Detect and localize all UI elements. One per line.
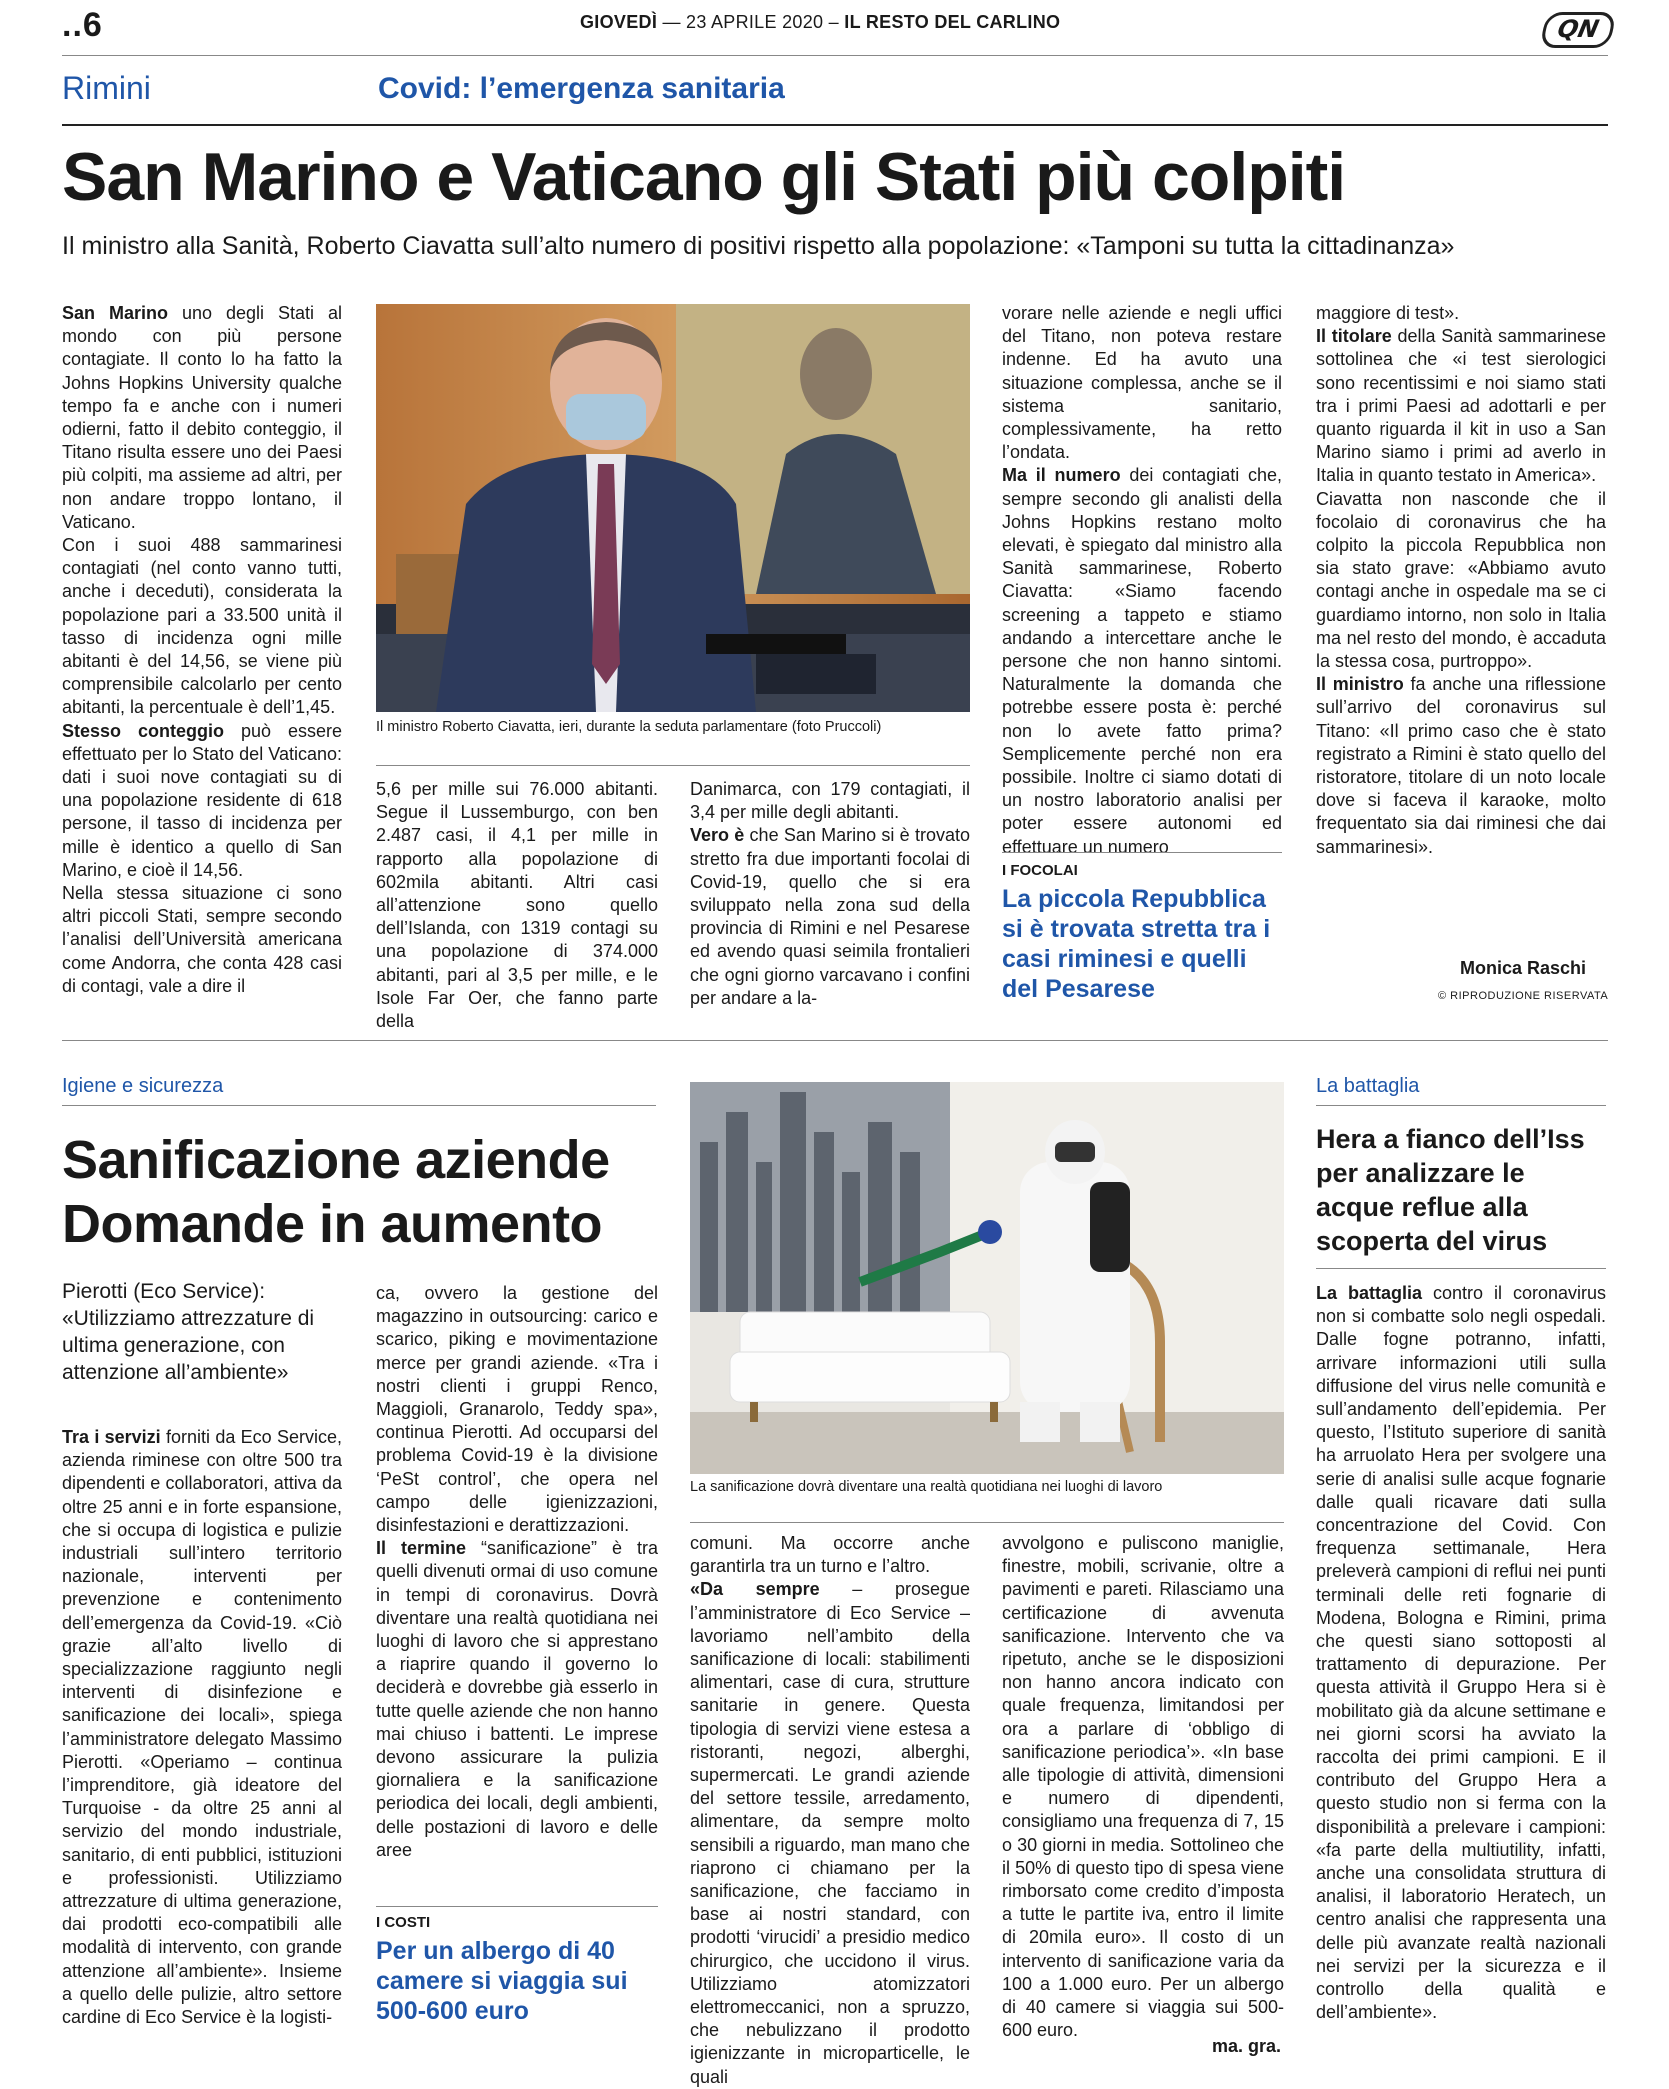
photo-sanitization	[690, 1082, 1284, 1474]
paragraph-lead: Stesso conteggio	[62, 720, 224, 741]
paragraph-lead: Vero è	[690, 825, 745, 846]
paragraph-lead: Il titolare	[1316, 326, 1392, 347]
article1-column-5	[1316, 302, 1606, 859]
paragraph: Nella stessa situazione ci sono altri piccoli Stati, sempre secondo l’analisi dell’Università americana come Andorra, che conta 428 casi di contagi, vale a dire il	[62, 883, 342, 996]
paragraph-lead: San Marino	[62, 303, 168, 323]
date-paper: IL RESTO DEL CARLINO	[844, 12, 1061, 32]
section-kicker: Covid: l’emergenza sanitaria	[378, 72, 785, 105]
paragraph: Vero è che San Marino si è trovato stretto fra due importanti focolai di Covid-19, quello che si era sviluppato nella zona sud della provincia di Rimini e nel Pesarese ed avendo quasi seimila frontalieri che ogni giorno varcavano i confini per andare a la-	[690, 825, 970, 1008]
article1-column-3	[690, 778, 970, 1010]
paragraph-lead: Il termine	[376, 1538, 466, 1559]
paragraph-lead: Il ministro	[1316, 674, 1404, 695]
paragraph-lead: «Da sempre	[690, 1579, 820, 1600]
article-separator	[62, 1040, 1608, 1041]
photo-minister	[376, 304, 970, 712]
article1-copyright: © RIPRODUZIONE RISERVATA	[1438, 990, 1609, 1002]
paragraph: Il titolare della Sanità sammarinese sottolinea che «i test sierologici sono recentissimi e noi siamo stati tra i primi Paesi ad adottarli e per quanto riguarda il kit in uso a San Marino siamo i primi ad averlo in Italia in quanto testato in America».	[1316, 326, 1606, 486]
paragraph: La battaglia contro il coronavirus non si combatte solo negli ospedali. Dalle fogne potranno, infatti, arrivare informazioni utili sulla diffusione del virus nelle comunità e sull’andamento dell’epidemia. Per questo, l’Istituto superiore di sanità ha arruolato Hera per svolgere una serie di analisi sulle acque fognarie dalle quali ricavare dati sulla concentrazione del Covid. Con frequenza settimanale, Hera preleverà campioni di reflui nei punti terminali delle reti fognarie di Modena, Bologna e Rimini, prima che questi siano sottoposti al trattamento di depurazione. Per questa attività il Gruppo Hera si è mobilitato già da alcune settimane e nei giorni scorsi ha avviato la raccolta dei primi campioni. E il contributo del Gruppo Hera a questo studio non si ferma con la disponibilità a prelevare i campioni: «fa parte della multiutility, infatti, anche una consolidata struttura di analisi, il laboratorio Heratech, un centro analisi che rappresenta una delle più avanzate realtà nazionali nei servizi per la sicurezza e il controllo della qualità e dell’ambiente».	[1316, 1283, 1606, 2023]
article2-column-4	[1002, 1532, 1284, 2042]
caption-rule	[376, 765, 970, 766]
paragraph: maggiore di test».	[1316, 303, 1460, 323]
article2-intro: Pierotti (Eco Service): «Utilizziamo attrezzature di ultima generazione, con attenzione all’ambiente»	[62, 1280, 315, 1384]
paragraph: Stesso conteggio può essere effettuato per lo Stato del Vaticano: dati i suoi nove contagiati su di una popolazione residente di 618 persone, il tasso di incidenza per mille è identico a quello di San Marino, e cioè il 14,56.	[62, 720, 342, 880]
box-costi-title: Per un albergo di 40 camere si viaggia sui 500-600 euro	[376, 1937, 628, 2025]
box-costi-label: I COSTI	[376, 1914, 431, 1931]
article1-headline: San Marino e Vaticano gli Stati più colpiti	[62, 139, 1346, 215]
article1-column-4	[1002, 302, 1282, 859]
paragraph: ca, ovvero la gestione del magazzino in outsourcing: carico e scarico, piking e movimentazione merce per grandi aziende. «Tra i nostri clienti i gruppi Renco, Maggioli, Granarolo, Teddy spa», continua Pierotti. Ad occuparsi del problema Covid-19 è la divisione ‘PeSt control’, che opera nel campo delle igienizzazioni, disinfestazioni e derattizzazioni.	[376, 1283, 658, 1536]
paragraph: Ma il numero dei contagiati che, sempre secondo gli analisti della Johns Hopkins restano molto elevati, è spiegato dal ministro alla Sanità sammarinese, Roberto Ciavatta: «Siamo facendo screening a tappeto e stiamo andando a intercettare anche le persone che non hanno sintomi. Naturalmente la domanda che potrebbe essere posta è: perché non lo avete fatto prima? Semplicemente perché non era possibile. Inoltre ci siamo dotati di un nostro laboratorio analisi per poter essere autonomi ed effettuare un numero	[1002, 465, 1283, 857]
article1-subhead: Il ministro alla Sanità, Roberto Ciavatta sull’alto numero di positivi rispetto alla popolazione: «Tamponi su tutta la cittadinanza»	[62, 232, 1455, 260]
article1-column-1	[62, 302, 342, 998]
paragraph: comuni. Ma occorre anche garantirla tra un turno e l’altro.	[690, 1533, 970, 1577]
article2-headline	[62, 1128, 662, 1256]
article2-section-label: Igiene e sicurezza	[62, 1075, 224, 1097]
box-costi-rule	[376, 1906, 658, 1907]
article3-headline-rule	[1316, 1268, 1606, 1269]
date-line	[580, 12, 1060, 33]
article2-signature: ma. gra.	[1212, 2036, 1282, 2056]
qn-logo: QN	[1539, 12, 1617, 48]
article1-signature: Monica Raschi	[1460, 958, 1587, 978]
section-rule	[62, 124, 1608, 126]
paragraph: Il ministro fa anche una riflessione sull’arrivo del coronavirus sul Titano: «Il primo caso che è stato registrato a Rimini è stato quello del ristoratore, titolare di un noto locale dove si faceva il karaoke, molto frequentato sia dai riminesi che dai sammarinesi».	[1316, 674, 1606, 857]
paragraph: Tra i servizi forniti da Eco Service, azienda riminese con oltre 500 tra dipendenti e collaboratori, attiva da oltre 25 anni e in forte espansione, che si occupa di logistica e pulizie industriali sull’intero territorio nazionale, interventi per prevenzione e contenimento dell’emergenza da Covid-19. «Ciò grazie all’alto livello di specializzazione raggiunto negli interventi di disinfezione e sanificazione dei locali», spiega l’amministratore delegato Massimo Pierotti. «Operiamo – continua l’imprenditore, già ideatore del Turquoise - da oltre 25 anni al servizio del mondo industriale, sanitario, di enti pubblici, istituzioni e professionisti. Utilizziamo attrezzature di ultima generazione, dai prodotti eco-compatibili alle modalità di intervento, con grande attenzione all’ambiente». Insieme a quello delle pulizie, altro settore cardine di Eco Service è la logisti-	[62, 1427, 342, 2028]
date-day: GIOVEDÌ	[580, 12, 658, 32]
box-focolai-rule	[1002, 852, 1282, 853]
paragraph: 5,6 per mille sui 76.000 abitanti. Segue il Lussemburgo, con ben 2.487 casi, il 4,1 per mille in rapporto alla popolazione di 602mila abitanti. Altri casi all’attenzione sono quello dell’Islanda, con 1319 contagi su una popolazione di 374.000 abitanti, pari al 3,5 per mille, e le Isole Far Oer, che fanno parte della	[376, 779, 658, 1032]
header-rule	[62, 55, 1608, 56]
article2-headline-line1: Sanificazione aziende	[62, 1130, 610, 1190]
box-focolai-label: I FOCOLAI	[1002, 862, 1078, 879]
paragraph: San Marino uno degli Stati al mondo con più persone contagiate. Il conto lo ha fatto la Johns Hopkins University qualche tempo fa e anche con i numeri odierni, fatto il debito conteggio, il Titano risulta essere uno dei Paesi più colpiti, ma assieme ad altri, per non andare troppo lontano, il Vaticano.	[62, 303, 343, 532]
paragraph: Ciavatta non nasconde che il focolaio di coronavirus che ha colpito la piccola Repubblica non sia stato grave: «Abbiamo avuto contagi anche in ospedale ma se ci guardiamo intorno, non solo in Italia ma nel resto del mondo, è accaduta la stessa cosa, purtroppo».	[1316, 488, 1606, 672]
article2-column-3	[690, 1532, 970, 2089]
article2-label-rule	[62, 1105, 656, 1106]
article2-column-2	[376, 1282, 658, 1862]
paragraph: Danimarca, con 179 contagiati, il 3,4 per mille degli abitanti.	[690, 779, 970, 823]
photo-sanitization-image	[690, 1082, 1284, 1474]
box-focolai-title: La piccola Repubblica si è trovata stretta tra i casi riminesi e quelli del Pesarese	[1002, 885, 1271, 1003]
caption-rule-2	[690, 1522, 1284, 1523]
photo-minister-image	[376, 304, 970, 712]
article3-section-label: La battaglia	[1316, 1075, 1420, 1097]
section-city: Rimini	[62, 70, 151, 106]
article2-headline-line2: Domande in aumento	[62, 1194, 603, 1254]
article3-column-1	[1316, 1282, 1606, 2025]
article3-headline: Hera a fianco dell’Iss per analizzare le acque reflue alla scoperta del virus	[1316, 1124, 1585, 1256]
paragraph-lead: Ma il numero	[1002, 465, 1121, 486]
paragraph-lead: Tra i servizi	[62, 1427, 161, 1447]
paragraph: Con i suoi 488 sammarinesi contagiati (nel conto vanno tutti, anche i deceduti), considerata la popolazione pari a 33.500 unità il tasso di incidenza ogni mille abitanti è del 14,56, se viene più comprensibile calcolarlo per cento abitanti, la percentuale è dell’1,45.	[62, 535, 342, 718]
article3-label-rule	[1316, 1105, 1606, 1106]
paragraph: Il termine “sanificazione” è tra quelli divenuti ormai di uso comune in tempi di coronavirus. Dovrà diventare una realtà quotidiana nei luoghi di lavoro che si apprestano a riaprire quando il governo lo deciderà e dovrebbe già esserlo in tutte quelle aziende che non hanno mai chiuso i battenti. Le imprese devono assicurare la pulizia giornaliera e la sanificazione periodica dei locali, degli ambienti, delle postazioni di lavoro e delle aree	[376, 1538, 658, 1860]
date-date: — 23 APRILE 2020 –	[662, 12, 839, 32]
paragraph-lead: La battaglia	[1316, 1283, 1422, 1303]
paragraph: «Da sempre – prosegue l’amministratore di Eco Service – lavoriamo nell’ambito della sanificazione di locali: stabilimenti alimentari, case di cura, strutture sanitarie in genere. Questa tipologia di servizi viene estesa a ristoranti, negozi, alberghi, supermercati. Le grandi aziende del settore tessile, arredamento, alimentare, da sempre molto sensibili a riguardo, man mano che riaprono ci chiamano per la sanificazione, che facciamo in base ai nostri standard, con prodotti ‘virucidi’ a presidio medico chirurgico, che uccidono il virus. Utilizziamo atomizzatori elettromeccanici, non a spruzzo, che nebulizzano il prodotto igienizzante in microparticelle, le quali	[690, 1579, 970, 2087]
article1-column-2	[376, 778, 658, 1033]
photo-caption-sanitization: La sanificazione dovrà diventare una realtà quotidiana nei luoghi di lavoro	[690, 1479, 1163, 1495]
photo-caption-minister: Il ministro Roberto Ciavatta, ieri, durante la seduta parlamentare (foto Pruccoli)	[376, 719, 882, 735]
page-number: ..6	[62, 6, 103, 44]
article2-column-1	[62, 1426, 342, 2029]
paragraph: vorare nelle aziende e negli uffici del Titano, non poteva restare indenne. Ed ha avuto una situazione complessa, anche se il sistema sanitario, complessivamente, ha retto l’ondata.	[1002, 303, 1282, 463]
paragraph: avvolgono e puliscono maniglie, finestre, mobili, scrivanie, oltre a pavimenti e pareti. Rilasciamo una certificazione di avvenuta sanificazione. Intervento che va ripetuto, anche se le disposizioni non hanno ancora indicato con quale frequenza, limitandosi per ora a parlare di ‘obbligo di sanificazione periodica’». «In base alle tipologie di attività, dimensioni e numero di dipendenti, consigliamo una frequenza di 7, 15 o 30 giorni in media. Sottolineo che il 50% di questo tipo di spesa viene rimborsato come credito d’imposta a tutte le partite iva, entro il limite di 20mila euro». Il costo di un intervento di sanificazione varia da 100 a 1.000 euro. Per un albergo di 40 camere si viaggia sui 500-600 euro.	[1002, 1533, 1284, 2041]
